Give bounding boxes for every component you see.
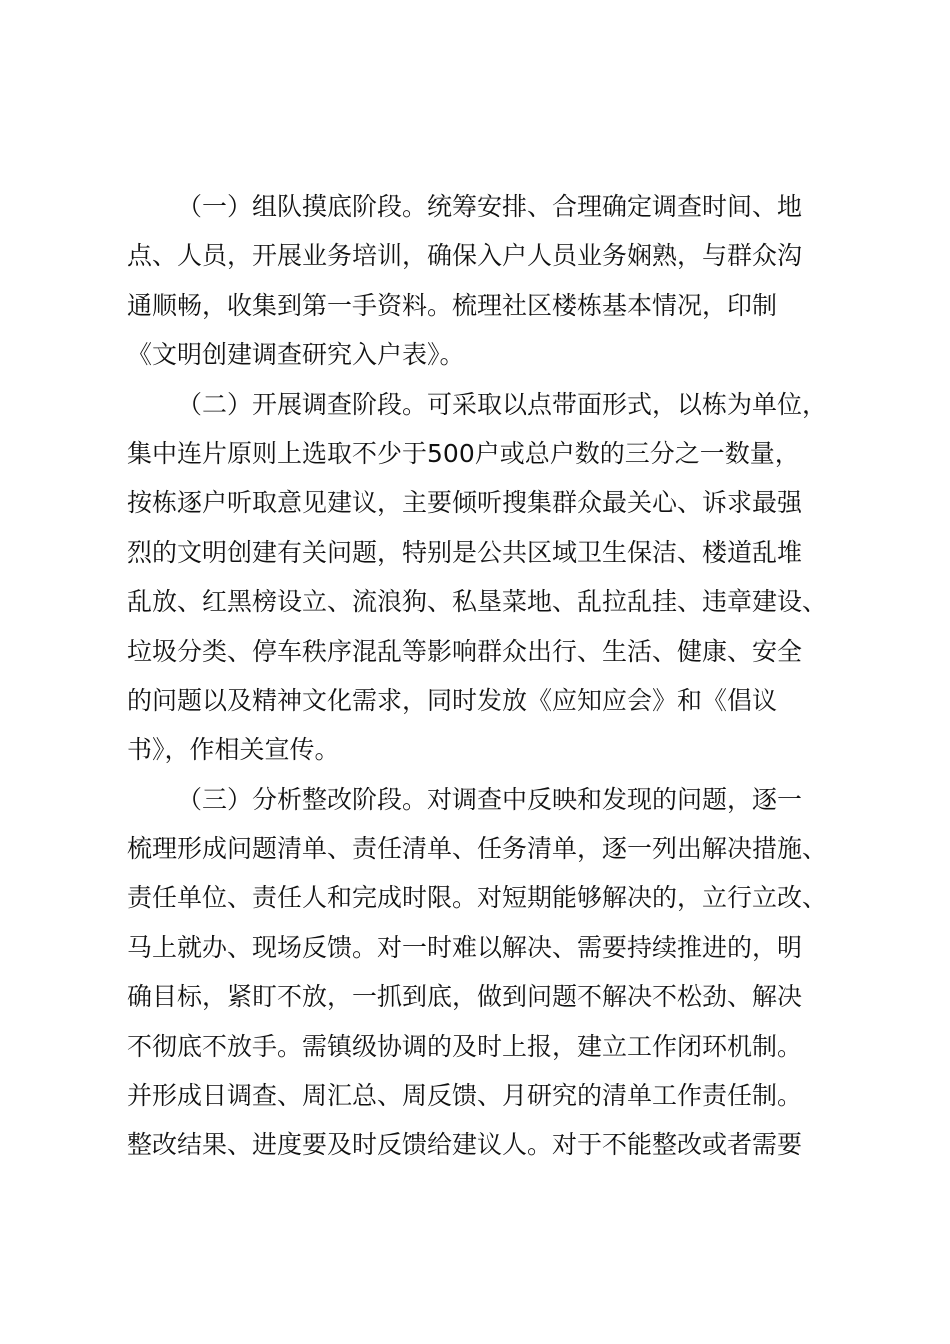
text-line: 集中连片原则上选取不少于500户或总户数的三分之一数量， bbox=[127, 438, 800, 468]
text-line: （二）开展调查阶段。可采取以点带面形式，以栋为单位， bbox=[177, 389, 828, 419]
text-line: 书》，作相关宣传。 bbox=[127, 735, 340, 765]
text-line: 乱放、红黑榜设立、流浪狗、私垦菜地、乱拉乱挂、违章建设、 bbox=[127, 587, 828, 617]
text-line: （三）分析整改阶段。对调查中反映和发现的问题，逐一 bbox=[177, 784, 803, 814]
paragraph-organize-survey bbox=[127, 182, 862, 380]
text-line: 《文明创建调查研究入户表》。 bbox=[127, 340, 465, 370]
text-line: 通顺畅，收集到第一手资料。梳理社区楼栋基本情况，印制 bbox=[127, 290, 778, 320]
text-line: 梳理形成问题清单、责任清单、任务清单，逐一列出解决措施、 bbox=[127, 834, 828, 864]
text-line: 责任单位、责任人和完成时限。对短期能够解决的，立行立改、 bbox=[127, 883, 828, 913]
text-line: 整改结果、进度要及时反馈给建议人。对于不能整改或者需要 bbox=[127, 1130, 803, 1160]
paragraph-analyze-rectify bbox=[127, 775, 862, 1170]
text-line: 确目标，紧盯不放，一抓到底，做到问题不解决不松劲、解决 bbox=[127, 982, 803, 1012]
text-line: 马上就办、现场反馈。对一时难以解决、需要持续推进的，明 bbox=[127, 932, 803, 962]
document-body bbox=[127, 182, 862, 1170]
text-line: （一）组队摸底阶段。统筹安排、合理确定调查时间、地 bbox=[177, 192, 803, 221]
text-line: 垃圾分类、停车秩序混乱等影响群众出行、生活、健康、安全 bbox=[127, 636, 803, 666]
text-line: 点、人员，开展业务培训，确保入户人员业务娴熟，与群众沟 bbox=[127, 241, 803, 271]
text-line: 烈的文明创建有关问题，特别是公共区域卫生保洁、楼道乱堆 bbox=[127, 537, 803, 567]
text-line: 按栋逐户听取意见建议，主要倾听搜集群众最关心、诉求最强 bbox=[127, 488, 803, 518]
paragraph-conduct-survey bbox=[127, 380, 862, 775]
text-line: 的问题以及精神文化需求，同时发放《应知应会》和《倡议 bbox=[127, 685, 778, 715]
text-line: 并形成日调查、周汇总、周反馈、月研究的清单工作责任制。 bbox=[127, 1081, 803, 1111]
text-line: 不彻底不放手。需镇级协调的及时上报，建立工作闭环机制。 bbox=[127, 1031, 803, 1061]
